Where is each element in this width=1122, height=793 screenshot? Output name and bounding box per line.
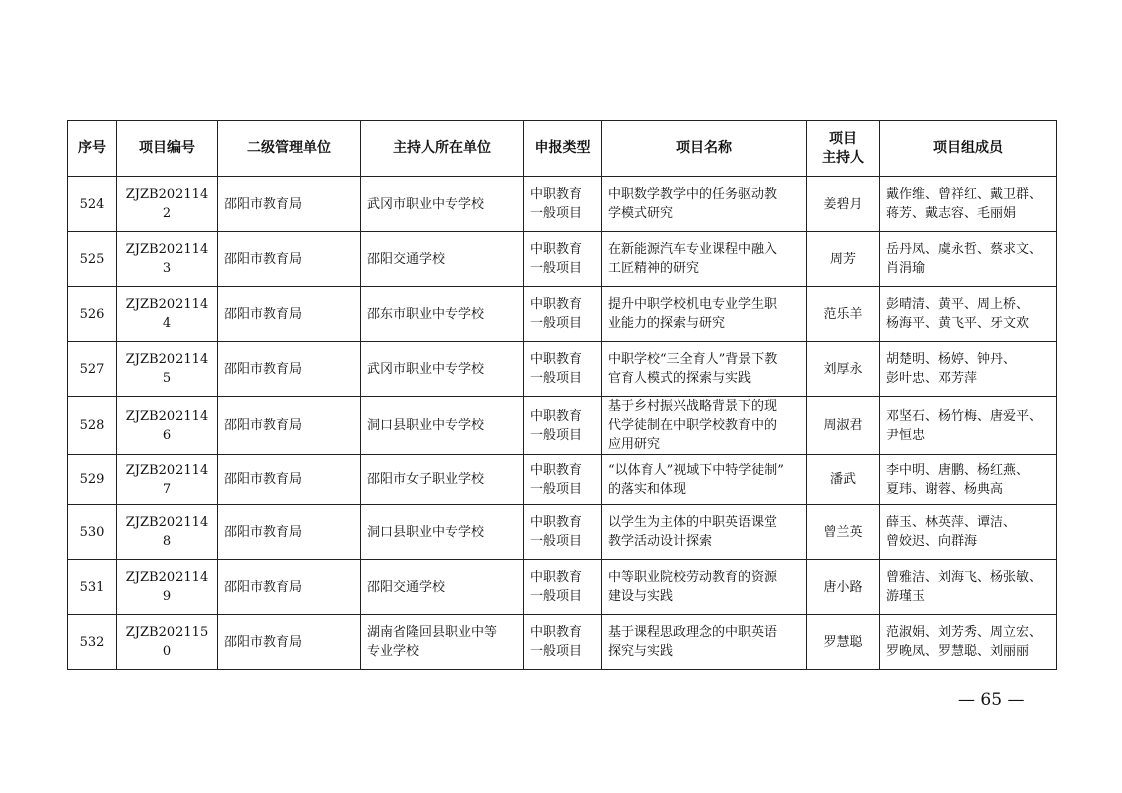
- cell-host-unit: 邵阳交通学校: [361, 232, 524, 287]
- cell-host: 刘厚永: [807, 342, 880, 397]
- header-code: 项目编号: [117, 121, 218, 177]
- table-row: [68, 232, 1057, 287]
- cell-type: 中职教育 一般项目: [524, 177, 602, 232]
- cell-members: 邓坚石、杨竹梅、唐爱平、 尹恒忠: [880, 397, 1057, 455]
- cell-code: ZJZB2021145: [117, 342, 218, 397]
- cell-seq: 530: [68, 505, 117, 560]
- cell-code: ZJZB2021144: [117, 287, 218, 342]
- cell-unit2: 邵阳市教育局: [218, 342, 361, 397]
- cell-members: 岳丹凤、虞永哲、蔡求文、 肖涓瑜: [880, 232, 1057, 287]
- cell-project-name: 在新能源汽车专业课程中融入 工匠精神的研究: [602, 232, 807, 287]
- cell-seq: 532: [68, 615, 117, 670]
- header-unit2: 二级管理单位: [218, 121, 361, 177]
- table-row: [68, 397, 1057, 455]
- cell-seq: 529: [68, 455, 117, 505]
- cell-project-name: 中职学校“三全育人”背景下教 官育人模式的探索与实践: [602, 342, 807, 397]
- page-number: — 65 —: [958, 690, 1025, 710]
- cell-unit2: 邵阳市教育局: [218, 397, 361, 455]
- table-row: [68, 455, 1057, 505]
- cell-host-unit: 湖南省隆回县职业中等 专业学校: [361, 615, 524, 670]
- cell-type: 中职教育 一般项目: [524, 342, 602, 397]
- cell-members: 胡楚明、杨婷、钟丹、 彭叶忠、邓芳萍: [880, 342, 1057, 397]
- cell-host: 周淑君: [807, 397, 880, 455]
- cell-host-unit: 邵阳交通学校: [361, 560, 524, 615]
- cell-unit2: 邵阳市教育局: [218, 505, 361, 560]
- cell-project-name: 基于课程思政理念的中职英语 探究与实践: [602, 615, 807, 670]
- cell-host: 范乐羊: [807, 287, 880, 342]
- cell-type: 中职教育 一般项目: [524, 397, 602, 455]
- cell-seq: 528: [68, 397, 117, 455]
- cell-type: 中职教育 一般项目: [524, 287, 602, 342]
- cell-unit2: 邵阳市教育局: [218, 615, 361, 670]
- cell-seq: 526: [68, 287, 117, 342]
- header-name: 项目名称: [602, 121, 807, 177]
- cell-project-name: 中职数学教学中的任务驱动教 学模式研究: [602, 177, 807, 232]
- cell-type: 中职教育 一般项目: [524, 232, 602, 287]
- cell-members: 薛玉、林英萍、谭洁、 曾姣迟、向群海: [880, 505, 1057, 560]
- table-row: [68, 505, 1057, 560]
- table-row: [68, 615, 1057, 670]
- cell-code: ZJZB2021149: [117, 560, 218, 615]
- cell-unit2: 邵阳市教育局: [218, 177, 361, 232]
- cell-code: ZJZB2021147: [117, 455, 218, 505]
- cell-code: ZJZB2021146: [117, 397, 218, 455]
- header-type: 申报类型: [524, 121, 602, 177]
- cell-seq: 527: [68, 342, 117, 397]
- cell-unit2: 邵阳市教育局: [218, 232, 361, 287]
- cell-members: 曾雅洁、刘海飞、杨张敏、 游瑾玉: [880, 560, 1057, 615]
- cell-host: 曾兰英: [807, 505, 880, 560]
- cell-type: 中职教育 一般项目: [524, 560, 602, 615]
- cell-host: 周芳: [807, 232, 880, 287]
- cell-host-unit: 邵东市职业中专学校: [361, 287, 524, 342]
- cell-project-name: 以学生为主体的中职英语课堂 教学活动设计探索: [602, 505, 807, 560]
- cell-host-unit: 洞口县职业中专学校: [361, 397, 524, 455]
- cell-type: 中职教育 一般项目: [524, 455, 602, 505]
- cell-unit2: 邵阳市教育局: [218, 455, 361, 505]
- cell-seq: 525: [68, 232, 117, 287]
- cell-host-unit: 洞口县职业中专学校: [361, 505, 524, 560]
- cell-code: ZJZB2021142: [117, 177, 218, 232]
- header-row: [68, 121, 1057, 177]
- cell-code: ZJZB2021150: [117, 615, 218, 670]
- cell-type: 中职教育 一般项目: [524, 615, 602, 670]
- cell-seq: 531: [68, 560, 117, 615]
- header-host-unit: 主持人所在单位: [361, 121, 524, 177]
- table-row: [68, 560, 1057, 615]
- table-row: [68, 342, 1057, 397]
- cell-project-name: 基于乡村振兴战略背景下的现 代学徒制在中职学校教育中的 应用研究: [602, 397, 807, 455]
- cell-code: ZJZB2021148: [117, 505, 218, 560]
- header-members: 项目组成员: [880, 121, 1057, 177]
- cell-code: ZJZB2021143: [117, 232, 218, 287]
- cell-unit2: 邵阳市教育局: [218, 560, 361, 615]
- cell-project-name: “以体育人”视域下中特学徒制” 的落实和体现: [602, 455, 807, 505]
- cell-host: 姜碧月: [807, 177, 880, 232]
- cell-project-name: 中等职业院校劳动教育的资源 建设与实践: [602, 560, 807, 615]
- project-table: [67, 120, 1057, 670]
- cell-host-unit: 邵阳市女子职业学校: [361, 455, 524, 505]
- cell-host: 唐小路: [807, 560, 880, 615]
- cell-host-unit: 武冈市职业中专学校: [361, 342, 524, 397]
- cell-unit2: 邵阳市教育局: [218, 287, 361, 342]
- cell-members: 彭晴清、黄平、周上桥、 杨海平、黄飞平、牙文欢: [880, 287, 1057, 342]
- cell-host: 罗慧聪: [807, 615, 880, 670]
- header-host: 项目 主持人: [807, 121, 880, 177]
- table-row: [68, 287, 1057, 342]
- cell-type: 中职教育 一般项目: [524, 505, 602, 560]
- table-row: [68, 177, 1057, 232]
- cell-project-name: 提升中职学校机电专业学生职 业能力的探索与研究: [602, 287, 807, 342]
- cell-members: 戴作维、曾祥红、戴卫群、 蒋芳、戴志容、毛丽娟: [880, 177, 1057, 232]
- header-seq: 序号: [68, 121, 117, 177]
- cell-seq: 524: [68, 177, 117, 232]
- cell-host: 潘武: [807, 455, 880, 505]
- cell-members: 李中明、唐鹏、杨红燕、 夏玮、谢蓉、杨典高: [880, 455, 1057, 505]
- cell-members: 范淑娟、刘芳秀、周立宏、 罗晚凤、罗慧聪、刘丽丽: [880, 615, 1057, 670]
- cell-host-unit: 武冈市职业中专学校: [361, 177, 524, 232]
